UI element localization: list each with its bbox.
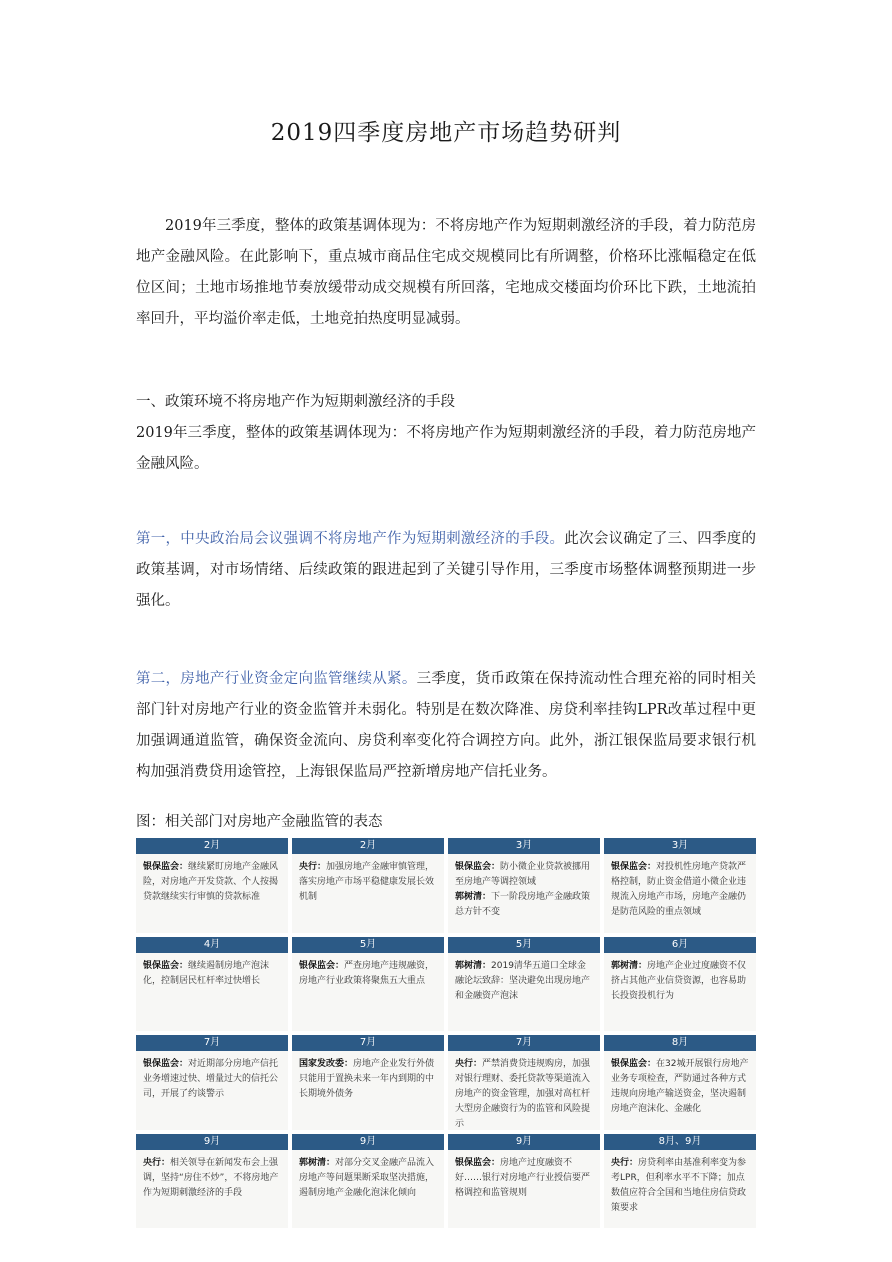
point-one-highlight: 第一，中央政治局会议强调不将房地产作为短期刺激经济的手段。 [136, 531, 565, 547]
figure-cell [448, 1035, 600, 1130]
cell-month: 2月 [292, 838, 444, 854]
cell-body [292, 953, 444, 1032]
cell-body [292, 854, 444, 933]
page-title: 2019四季度房地产市场趋势研判 [270, 120, 622, 146]
cell-org: 银保监会： [143, 1059, 189, 1069]
cell-text: 相关领导在新闻发布会上强调，坚持“房住不炒”，不将房地产作为短期刺激经济的手段 [143, 1157, 279, 1198]
figure-cell [136, 1035, 288, 1130]
cell-org: 央行： [299, 862, 327, 872]
cell-text-secondary: 下一阶段房地产金融政策总方针不变 [455, 892, 591, 917]
cell-month: 5月 [448, 937, 600, 953]
cell-text: 房贷利率由基准利率变为参考LPR，但利率水平不下降；加点数值应符合全国和当地住房信贷政策要求 [611, 1157, 747, 1213]
cell-org: 银保监会： [611, 1059, 657, 1069]
point-one-text: 此次会议确定了三、四季度的政策基调，对市场情绪、后续政策的跟进起到了关键引导作用，三季度市场整体调整预期进一步强化。 [136, 531, 756, 609]
cell-body [448, 1150, 600, 1229]
cell-text: 继续遏制房地产泡沫化，控制居民杠杆率过快增长 [143, 960, 270, 986]
cell-month: 6月 [604, 937, 756, 953]
cell-org: 银保监会： [299, 960, 345, 971]
cell-month: 8月 [604, 1035, 756, 1051]
cell-body [292, 1051, 444, 1130]
cell-text: 2019清华五道口全球金融论坛致辞：坚决避免出现房地产和金融资产泡沫 [455, 960, 591, 1001]
point-two-text: 三季度，货币政策在保持流动性合理充裕的同时相关部门针对房地产行业的资金监管并未弱化。特别是在数次降准、房贷利率挂钩LPR改革过程中更加强调通道监管，确保资金流向、房贷利率变化符合调控方向。此外，浙江银保监局要求银行机构加强消费贷用途管控，上海银保监局严控新增房地产信托业务。 [136, 671, 757, 780]
figure-cell [604, 937, 756, 1032]
cell-text: 房地产企业过度融资不仅挤占其他产业信贷资源，也容易助长投资投机行为 [611, 960, 747, 1001]
figure-cell [448, 838, 600, 933]
cell-month: 7月 [448, 1035, 600, 1051]
cell-body [604, 1051, 756, 1130]
cell-org: 国家发改委： [299, 1059, 354, 1069]
figure-cell [292, 838, 444, 933]
cell-text: 房地产过度融资不好……银行对房地产行业授信要严格调控和监管规则 [455, 1157, 591, 1198]
cell-month: 5月 [292, 937, 444, 953]
cell-month: 9月 [292, 1134, 444, 1150]
figure-cell [292, 1035, 444, 1130]
cell-month: 7月 [136, 1035, 288, 1051]
cell-org: 央行： [143, 1157, 171, 1168]
cell-body [136, 953, 288, 1032]
figure-caption: 图：相关部门对房地产金融监管的表态 [136, 814, 383, 830]
figure-cell [292, 1134, 444, 1229]
figure-cell [448, 1134, 600, 1229]
cell-org: 银保监会： [455, 862, 501, 872]
intro-paragraph: 2019年三季度，整体的政策基调体现为：不将房地产作为短期刺激经济的手段，着力防范房地产金融风险。在此影响下，重点城市商品住宅成交规模同比有所调整，价格环比涨幅稳定在低位区间；土地市场推地节奏放缓带动成交规模有所回落，宅地成交楼面均价环比下跌，土地流拍率回升，平均溢价率走低，土地竞拍热度明显减弱。 [136, 218, 756, 327]
cell-text: 严查房地产违规融资，房地产行业政策将聚焦五大重点 [299, 960, 435, 986]
cell-body [448, 854, 600, 933]
cell-body [448, 1051, 600, 1130]
figure-cell [604, 1035, 756, 1130]
cell-org-secondary: 郭树清： [455, 892, 492, 902]
cell-body [292, 1150, 444, 1229]
cell-month: 7月 [292, 1035, 444, 1051]
cell-month: 8月、9月 [604, 1134, 756, 1150]
figure-cell [604, 1134, 756, 1229]
cell-text: 防小微企业贷款被挪用至房地产等调控领域 [455, 862, 591, 887]
figure-cell [136, 838, 288, 933]
cell-text: 对投机性房地产贷款严格控制，防止资金借道小微企业违规流入房地产市场，房地产金融仍是防范风险的重点领域 [611, 862, 747, 917]
cell-text: 对部分交叉金融产品流入房地产等问题果断采取坚决措施，遏制房地产金融化泡沫化倾向 [299, 1157, 435, 1198]
cell-org: 银保监会： [143, 862, 189, 872]
cell-body [604, 953, 756, 1032]
figure-cell [292, 937, 444, 1032]
section-paragraph: 2019年三季度，整体的政策基调体现为：不将房地产作为短期刺激经济的手段，着力防范房地产金融风险。 [136, 425, 756, 472]
cell-org: 银保监会： [455, 1157, 501, 1168]
cell-org: 央行： [611, 1157, 639, 1168]
cell-body [604, 854, 756, 933]
point-one-paragraph [136, 524, 756, 617]
point-two-highlight: 第二，房地产行业资金定向监管继续从紧。 [136, 671, 417, 687]
figure-cell [136, 1134, 288, 1229]
figure-cell [448, 937, 600, 1032]
cell-month: 3月 [604, 838, 756, 854]
cell-body [604, 1150, 756, 1229]
cell-org: 央行： [455, 1059, 483, 1069]
cell-body [448, 953, 600, 1032]
cell-org: 银保监会： [611, 862, 657, 872]
point-two-paragraph [136, 664, 756, 788]
cell-org: 郭树清： [299, 1157, 336, 1168]
figure-cell [136, 937, 288, 1032]
cell-text: 严禁消费贷违规购房，加强对银行理财、委托贷款等渠道流入房地产的资金管理，加强对高杠杆大型房企融资行为的监管和风险提示 [455, 1059, 591, 1129]
section-heading: 一、政策环境不将房地产作为短期刺激经济的手段 [136, 394, 455, 410]
figure-cell [604, 838, 756, 933]
cell-month: 2月 [136, 838, 288, 854]
cell-body [136, 854, 288, 933]
cell-text: 继续紧盯房地产金融风险，对房地产开发贷款、个人按揭贷款继续实行审慎的贷款标准 [143, 862, 279, 902]
cell-text: 在32城开展银行房地产业务专项检查，严防通过各种方式违规向房地产输送资金，坚决遏制房地产泡沫化、金融化 [611, 1059, 749, 1114]
cell-text: 对近期部分房地产信托业务增速过快、增量过大的信托公司，开展了约谈警示 [143, 1059, 279, 1099]
cell-org: 郭树清： [611, 960, 648, 971]
cell-body [136, 1051, 288, 1130]
cell-month: 3月 [448, 838, 600, 854]
cell-org: 郭树清： [455, 960, 492, 971]
cell-text: 加强房地产金融审慎管理，落实房地产市场平稳健康发展长效机制 [299, 862, 435, 902]
regulation-figure [136, 838, 756, 1228]
cell-body [136, 1150, 288, 1229]
cell-month: 9月 [136, 1134, 288, 1150]
cell-month: 4月 [136, 937, 288, 953]
cell-month: 9月 [448, 1134, 600, 1150]
cell-text: 房地产企业发行外债只能用于置换未来一年内到期的中长期境外债务 [299, 1059, 435, 1099]
cell-org: 银保监会： [143, 960, 189, 971]
